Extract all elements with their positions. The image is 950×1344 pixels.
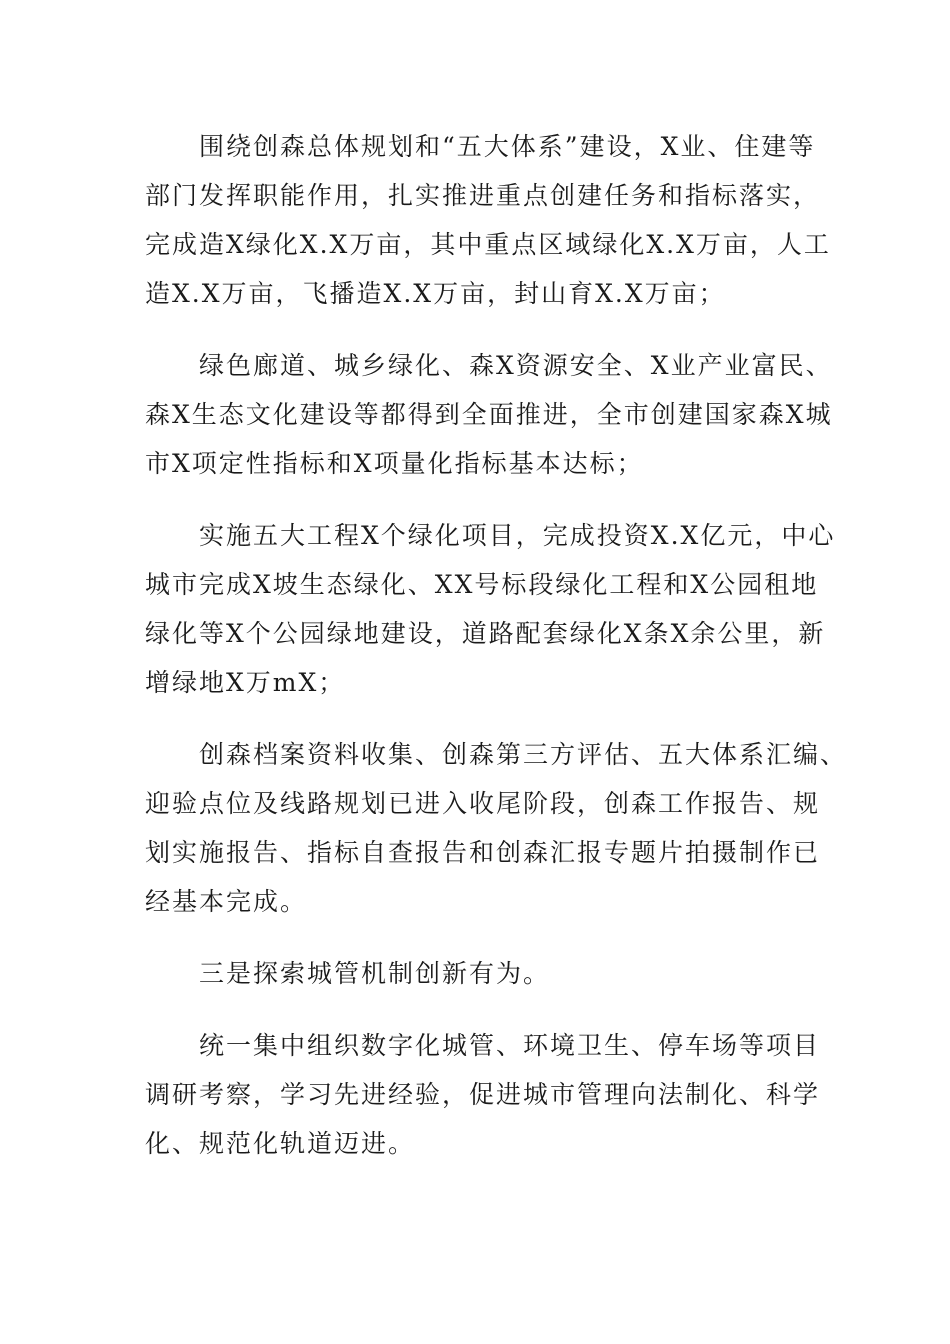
paragraph-5-heading (145, 949, 810, 998)
paragraph-line: 增绿地X万mX； (145, 668, 346, 697)
paragraph-line: 创森档案资料收集、创森第三方评估、五大体系汇编、 (199, 740, 848, 769)
paragraph-line: 调研考察，学习先进经验，促进城市管理向法制化、科学 (145, 1080, 821, 1109)
paragraph-4 (145, 730, 848, 926)
paragraph-line: 部门发挥职能作用，扎实推进重点创建任务和指标落实， (145, 181, 821, 210)
paragraph-line: 森X生态文化建设等都得到全面推进，全市创建国家森X城 (145, 400, 833, 429)
paragraph-line: 化、规范化轨道迈进。 (145, 1129, 416, 1158)
paragraph-line: 城市完成X坡生态绿化、XX号标段绿化工程和X公园租地 (145, 570, 819, 599)
paragraph-line: 市X项定性指标和X项量化指标基本达标； (145, 449, 644, 478)
paragraph-2 (145, 341, 833, 488)
paragraph-3 (145, 511, 836, 707)
paragraph-line: 绿化等X个公园绿地建设，道路配套绿化X条X余公里，新 (145, 619, 826, 648)
section-heading: 三是探索城管机制创新有为。 (199, 959, 551, 988)
paragraph-line: 实施五大工程X个绿化项目，完成投资X.X亿元，中心 (199, 521, 836, 550)
paragraph-line: 造X.X万亩，飞播造X.X万亩，封山育X.X万亩； (145, 279, 726, 308)
paragraph-line: 围绕创森总体规划和“五大体系”建设，X业、住建等 (199, 132, 816, 161)
paragraph-line: 迎验点位及线路规划已进入收尾阶段，创森工作报告、规 (145, 789, 821, 818)
paragraph-line: 经基本完成。 (145, 887, 308, 916)
paragraph-line: 完成造X绿化X.X万亩，其中重点区域绿化X.X万亩，人工 (145, 230, 831, 259)
paragraph-1 (145, 122, 831, 318)
paragraph-line: 划实施报告、指标自查报告和创森汇报专题片拍摄制作已 (145, 838, 821, 867)
paragraph-line: 绿色廊道、城乡绿化、森X资源安全、X业产业富民、 (199, 351, 833, 380)
paragraph-6 (145, 1021, 821, 1168)
paragraph-line: 统一集中组织数字化城管、环境卫生、停车场等项目 (199, 1031, 821, 1060)
document-body (145, 122, 848, 1191)
